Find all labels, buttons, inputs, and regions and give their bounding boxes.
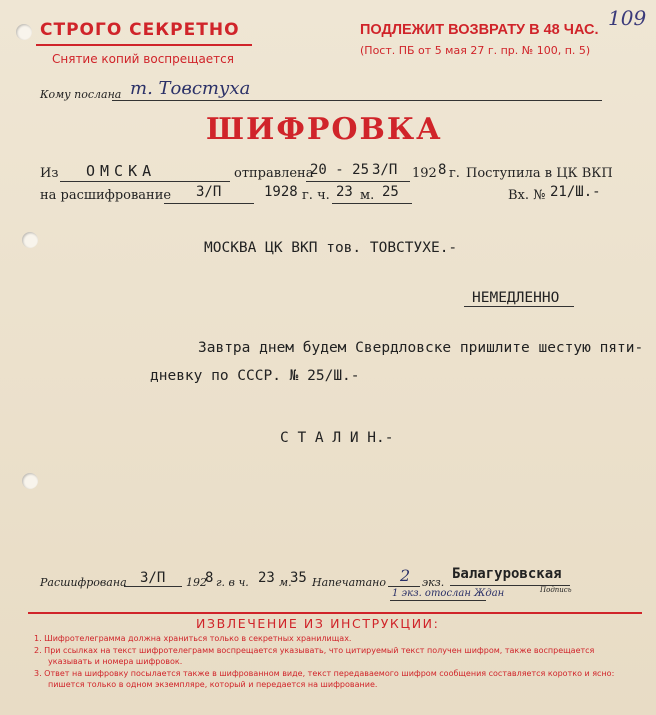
- footer-year-suffix: 8: [205, 570, 214, 586]
- sent-date: 3/П: [372, 162, 398, 178]
- sent-underline: [306, 181, 410, 182]
- footer-handwritten-note: 1 экз. отослан Ждан: [392, 588, 505, 599]
- footer-printed-label: Напечатано: [312, 576, 387, 589]
- incoming-number: 21/Ш.-: [550, 184, 601, 200]
- from-underline: [60, 181, 230, 182]
- instruction-item-3: 3. Ответ на шифровку посылается также в шифрованном виде, текст передаваемого шифром сообщения составляется коротко и ясно:: [34, 669, 615, 678]
- sent-year-suffix: 8: [438, 162, 447, 178]
- footer-date-underline: [124, 586, 182, 587]
- archive-number: 109: [608, 6, 647, 30]
- message-recipient: МОСКВА ЦК ВКП тов. ТОВСТУХЕ.-: [204, 240, 458, 256]
- addressee-value: т. Товстуха: [130, 78, 251, 99]
- sent-year-unit: г.: [449, 166, 460, 181]
- footer-copies: 2: [400, 566, 411, 585]
- decryption-time-underline: [332, 203, 412, 204]
- decryption-year-unit: г. ч.: [302, 188, 330, 203]
- instructions-divider: [28, 612, 642, 614]
- instruction-item-3-cont: пишется только в одном экземпляре, который и передается на шифрование.: [48, 680, 378, 689]
- punch-hole-bottom: [22, 473, 38, 489]
- addressee-label: Кому послана: [40, 88, 122, 101]
- instructions-heading: ИЗВЛЕЧЕНИЕ ИЗ ИНСТРУКЦИИ:: [196, 616, 440, 631]
- received-label: Поступила в ЦК ВКП: [466, 166, 613, 181]
- decryption-hour: 23: [336, 184, 353, 200]
- sent-label: отправлена: [234, 166, 314, 181]
- urgency-underline: [464, 306, 574, 307]
- incoming-label: Вх. №: [508, 188, 546, 203]
- decryption-date: 3/П: [196, 184, 222, 200]
- footer-signature-label: Подпись: [540, 586, 572, 594]
- classification-stamp: СТРОГО СЕКРЕТНО: [40, 20, 240, 40]
- message-body-line-1: Завтра днем будем Свердловске пришлите шестую пяти-: [198, 340, 644, 356]
- footer-decrypted-label: Расшифрована: [40, 576, 127, 589]
- decryption-minute-label: м.: [360, 188, 375, 203]
- document-title: ШИФРОВКА: [206, 112, 443, 147]
- return-notice: ПОДЛЕЖИТ ВОЗВРАТУ В 48 ЧАС.: [360, 22, 599, 38]
- footer-time-label: г. в ч.: [216, 576, 249, 589]
- decryption-year: 1928: [264, 184, 298, 200]
- sent-year-prefix: 192: [412, 166, 437, 181]
- message-urgency: НЕМЕДЛЕННО: [472, 290, 560, 306]
- from-label: Из: [40, 166, 59, 181]
- footer-date: 3/П: [140, 570, 166, 586]
- footer-year-prefix: 192: [186, 576, 207, 589]
- instruction-item-1: 1. Шифротелеграмма должна храниться только в секретных хранилищах.: [34, 634, 352, 643]
- decryption-minute: 25: [382, 184, 399, 200]
- from-city: ОМСКА: [86, 162, 157, 180]
- decryption-date-underline: [164, 203, 254, 204]
- footer-copies-unit: экз.: [422, 576, 445, 589]
- decryption-label: на расшифрование: [40, 188, 172, 203]
- sent-time: 20 - 25: [310, 162, 370, 178]
- footer-note-underline: [390, 600, 486, 601]
- classification-underline: [36, 44, 252, 46]
- instruction-item-2: 2. При ссылках на текст шифротелеграмм воспрещается указывать, что цитируемый текст получен шифром, также воспрещается: [34, 646, 595, 655]
- footer-hour: 23: [258, 570, 275, 586]
- copy-prohibited-note: Снятие копий воспрещается: [52, 52, 234, 66]
- message-signature: С Т А Л И Н.-: [280, 430, 394, 446]
- footer-minute-label: м.: [279, 576, 292, 589]
- footer-copies-underline: [388, 586, 420, 587]
- footer-operator: Балагуровская: [452, 566, 562, 582]
- regulation-reference: (Пост. ПБ от 5 мая 27 г. пр. № 100, п. 5): [360, 44, 591, 57]
- message-body-line-2: дневку по СССР. № 25/Ш.-: [150, 368, 360, 384]
- footer-minute: 35: [290, 570, 307, 586]
- punch-hole-top: [16, 24, 32, 40]
- addressee-underline: [112, 100, 602, 101]
- instruction-item-2-cont: указывать и номера шифровок.: [48, 657, 183, 666]
- punch-hole-middle: [22, 232, 38, 248]
